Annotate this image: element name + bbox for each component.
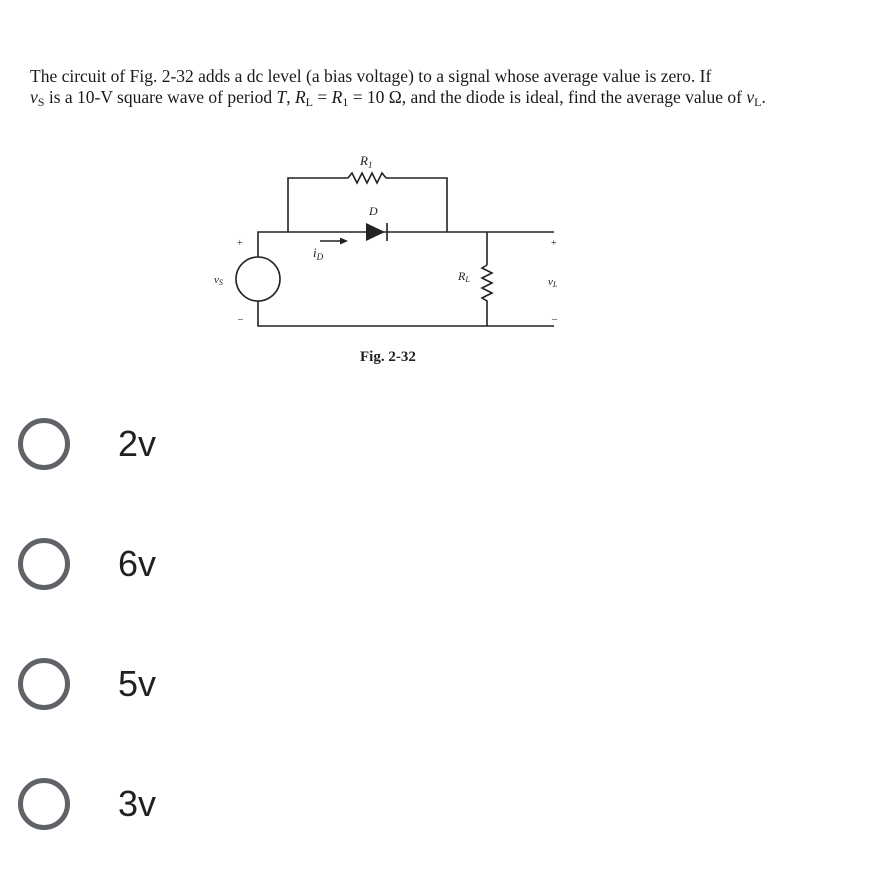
option-label: 5v [118, 663, 157, 704]
voltage-source-icon [236, 257, 280, 301]
option-3v[interactable] [18, 772, 318, 836]
svg-text:+: + [551, 238, 557, 249]
option-label: 2v [118, 423, 157, 464]
radio-button-icon[interactable] [18, 418, 70, 470]
svg-text:–: – [552, 314, 557, 325]
svg-text:–: – [238, 314, 243, 325]
diode-icon [366, 223, 385, 241]
svg-text:iD: $i_D$ [313, 245, 324, 262]
option-2v[interactable] [18, 412, 318, 476]
svg-text:R1: $R_1$ [360, 153, 373, 170]
resistor-rl-icon [482, 265, 492, 326]
option-label: 6v [118, 543, 157, 584]
svg-text:RL: RL [458, 269, 470, 284]
resistor-r1-icon [348, 173, 386, 183]
option-label: 3v [118, 783, 157, 824]
svg-text:vL: vL [548, 276, 558, 289]
current-arrow-icon [340, 238, 348, 245]
svg-text:vS: vS [214, 274, 223, 287]
radio-button-icon[interactable] [18, 658, 70, 710]
option-5v[interactable] [18, 652, 318, 716]
radio-button-icon[interactable] [18, 778, 70, 830]
question-text: The circuit of Fig. 2-32 adds a dc level (a bias voltage) to a signal whose average value is zero. If $v_S$ is a 10-V square wave of period T, $R_L = R_1 = 10$ Ω, and the diode is ideal, find the average value of $v_L$. [30, 66, 766, 109]
figure-caption: Fig. 2-32 [360, 349, 416, 365]
option-6v[interactable] [18, 532, 318, 596]
radio-button-icon[interactable] [18, 538, 70, 590]
svg-text:D: D [369, 204, 378, 218]
svg-text:+: + [237, 238, 243, 249]
